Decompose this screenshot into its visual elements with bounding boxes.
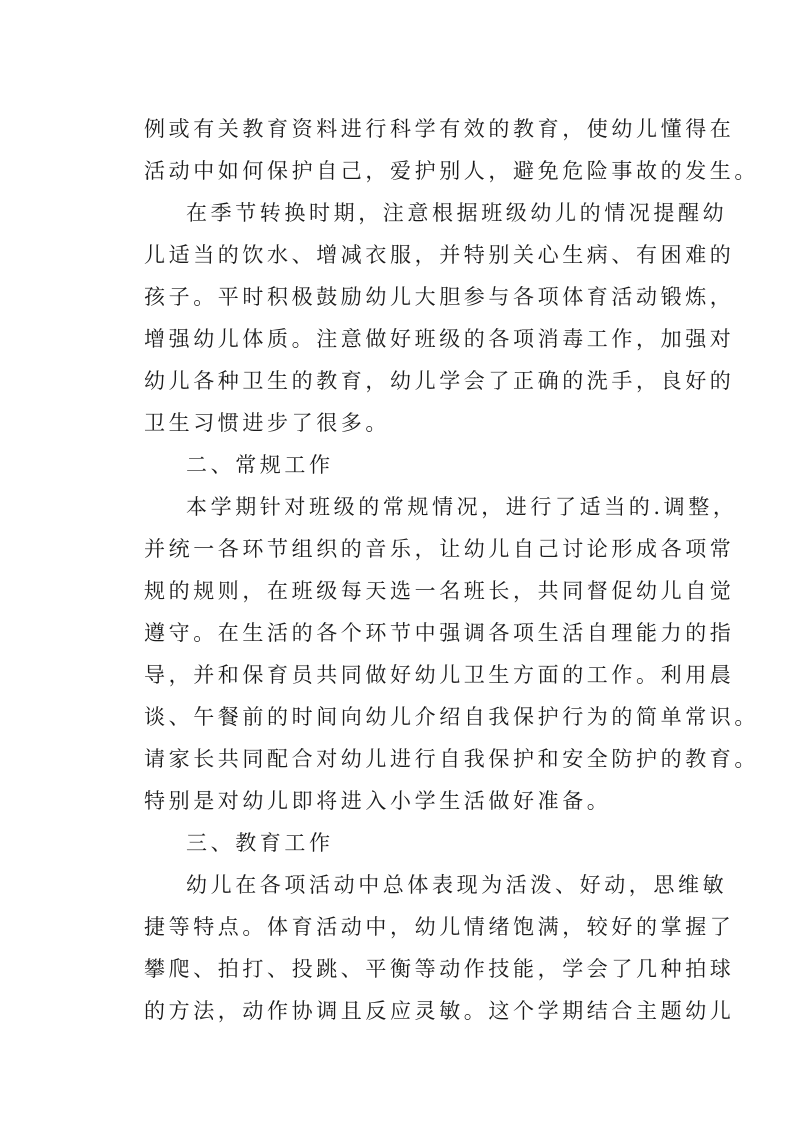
text-line bbox=[0, 779, 794, 823]
line-text: 遵守。在生活的各个环节中强调各项生活自理能力的指 bbox=[144, 621, 735, 645]
text-line bbox=[0, 149, 794, 193]
text-line bbox=[0, 611, 794, 655]
line-text: 在季节转换时期，注意根据班级幼儿的情况提醒幼 bbox=[186, 201, 728, 225]
heading-text: 二、常规工作 bbox=[186, 453, 334, 477]
text-line bbox=[0, 653, 794, 697]
text-line bbox=[0, 107, 794, 151]
line-text: 规的规则，在班级每天选一名班长，共同督促幼儿自觉 bbox=[144, 579, 735, 603]
line-text: 增强幼儿体质。注意做好班级的各项消毒工作，加强对 bbox=[144, 327, 735, 351]
line-text: 本学期针对班级的常规情况，进行了适当的.调整， bbox=[186, 495, 738, 519]
text-line bbox=[0, 863, 794, 907]
line-text: 活动中如何保护自己，爱护别人，避免危险事故的发生。 bbox=[144, 159, 759, 183]
heading-text: 三、教育工作 bbox=[186, 831, 334, 855]
text-line bbox=[0, 947, 794, 991]
text-line bbox=[0, 905, 794, 949]
text-line bbox=[0, 191, 794, 235]
line-text: 幼儿各种卫生的教育，幼儿学会了正确的洗手，良好的 bbox=[144, 369, 735, 393]
line-text: 幼儿在各项活动中总体表现为活泼、好动，思维敏 bbox=[186, 873, 728, 897]
line-text: 谈、午餐前的时间向幼儿介绍自我保护行为的简单常识。 bbox=[144, 705, 759, 729]
line-text: 导，并和保育员共同做好幼儿卫生方面的工作。利用晨 bbox=[144, 663, 735, 687]
line-text: 特别是对幼儿即将进入小学生活做好准备。 bbox=[144, 789, 612, 813]
line-text: 请家长共同配合对幼儿进行自我保护和安全防护的教育。 bbox=[144, 747, 759, 771]
line-text: 儿适当的饮水、增减衣服，并特别关心生病、有困难的 bbox=[144, 243, 735, 267]
text-line bbox=[0, 569, 794, 613]
line-text: 捷等特点。体育活动中，幼儿情绪饱满，较好的掌握了 bbox=[144, 915, 735, 939]
line-text: 并统一各环节组织的音乐，让幼儿自己讨论形成各项常 bbox=[144, 537, 735, 561]
line-text: 卫生习惯进步了很多。 bbox=[144, 411, 390, 435]
text-line bbox=[0, 989, 794, 1033]
text-line bbox=[0, 233, 794, 277]
text-line bbox=[0, 737, 794, 781]
line-text: 孩子。平时积极鼓励幼儿大胆参与各项体育活动锻炼， bbox=[144, 285, 735, 309]
line-text: 的方法，动作协调且反应灵敏。这个学期结合主题幼儿 bbox=[144, 999, 735, 1023]
section-heading bbox=[0, 821, 794, 865]
text-line bbox=[0, 275, 794, 319]
line-text: 例或有关教育资料进行科学有效的教育，使幼儿懂得在 bbox=[144, 117, 735, 141]
text-line bbox=[0, 485, 794, 529]
text-line bbox=[0, 527, 794, 571]
line-text: 攀爬、拍打、投跳、平衡等动作技能，学会了几种拍球 bbox=[144, 957, 735, 981]
text-line bbox=[0, 401, 794, 445]
text-line bbox=[0, 317, 794, 361]
text-line bbox=[0, 695, 794, 739]
section-heading bbox=[0, 443, 794, 487]
text-line bbox=[0, 359, 794, 403]
